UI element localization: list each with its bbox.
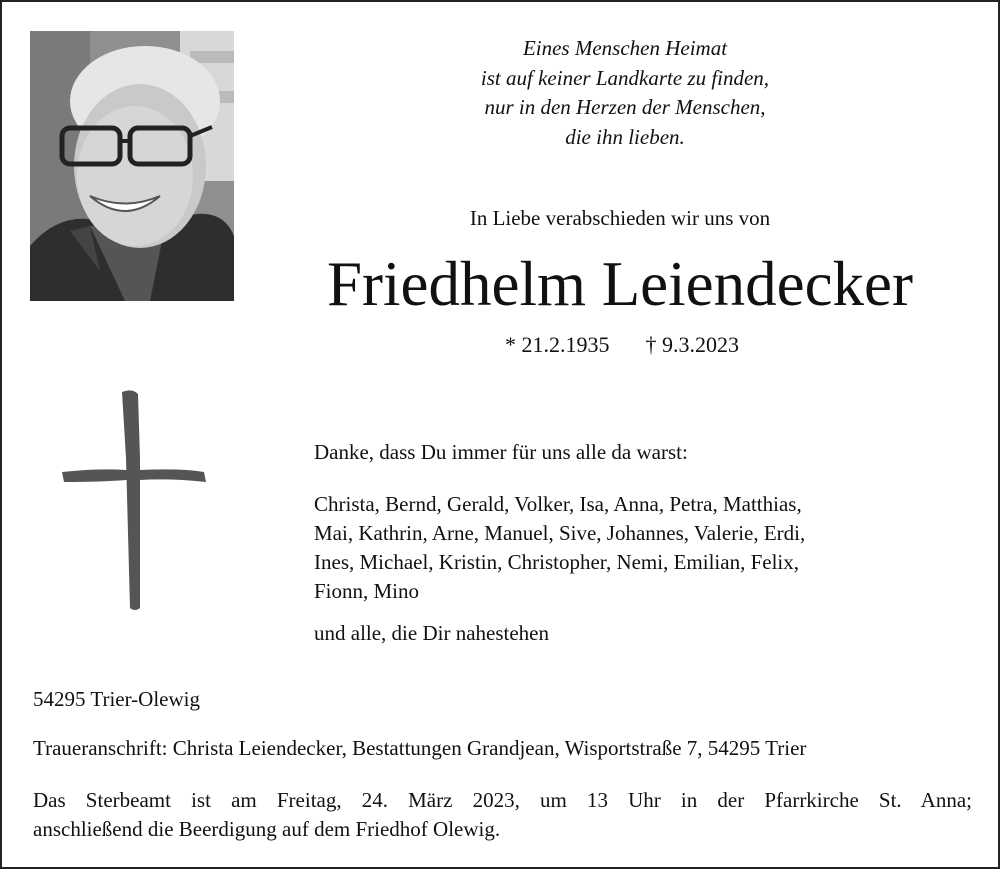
others-line: und alle, die Dir nahestehen xyxy=(314,621,549,645)
portrait-photo xyxy=(30,31,234,301)
birth-date: * 21.2.1935 xyxy=(505,332,610,357)
family-line: Ines, Michael, Kristin, Christopher, Nemi, Emilian, Felix, xyxy=(314,550,799,574)
service-line: Das Sterbeamt ist am Freitag, 24. März 2023, um 13 Uhr in der Pfarrkirche St. Anna; xyxy=(33,788,972,812)
cross-icon xyxy=(60,388,210,612)
poem-line: ist auf keiner Landkarte zu finden, xyxy=(480,65,770,90)
family-line: Mai, Kathrin, Arne, Manuel, Sive, Johannes, Valerie, Erdi, xyxy=(314,521,806,545)
thanks-line: Danke, dass Du immer für uns alle da warst: xyxy=(314,440,688,464)
family-names xyxy=(314,490,954,606)
intro-text: In Liebe verabschieden wir uns von xyxy=(469,206,771,230)
portrait-illustration xyxy=(30,31,234,301)
poem-line: Eines Menschen Heimat xyxy=(522,36,728,60)
place-line: 54295 Trier-Olewig xyxy=(33,687,200,711)
mourning-address: Traueranschrift: Christa Leiendecker, Bestattungen Grandjean, Wisportstraße 7, 54295 Trier xyxy=(33,736,807,760)
service-info xyxy=(33,786,972,844)
poem xyxy=(395,34,855,152)
poem-line: die ihn lieben. xyxy=(565,124,685,149)
service-line: anschließend die Beerdigung auf dem Friedhof Olewig. xyxy=(33,817,501,841)
deceased-name: Friedhelm Leiendecker xyxy=(327,249,913,319)
family-line: Christa, Bernd, Gerald, Volker, Isa, Anna, Petra, Matthias, xyxy=(314,492,802,516)
life-dates xyxy=(402,332,842,358)
death-date: † 9.3.2023 xyxy=(645,332,739,357)
family-line: Fionn, Mino xyxy=(314,579,420,603)
poem-line: nur in den Herzen der Menschen, xyxy=(484,95,766,119)
